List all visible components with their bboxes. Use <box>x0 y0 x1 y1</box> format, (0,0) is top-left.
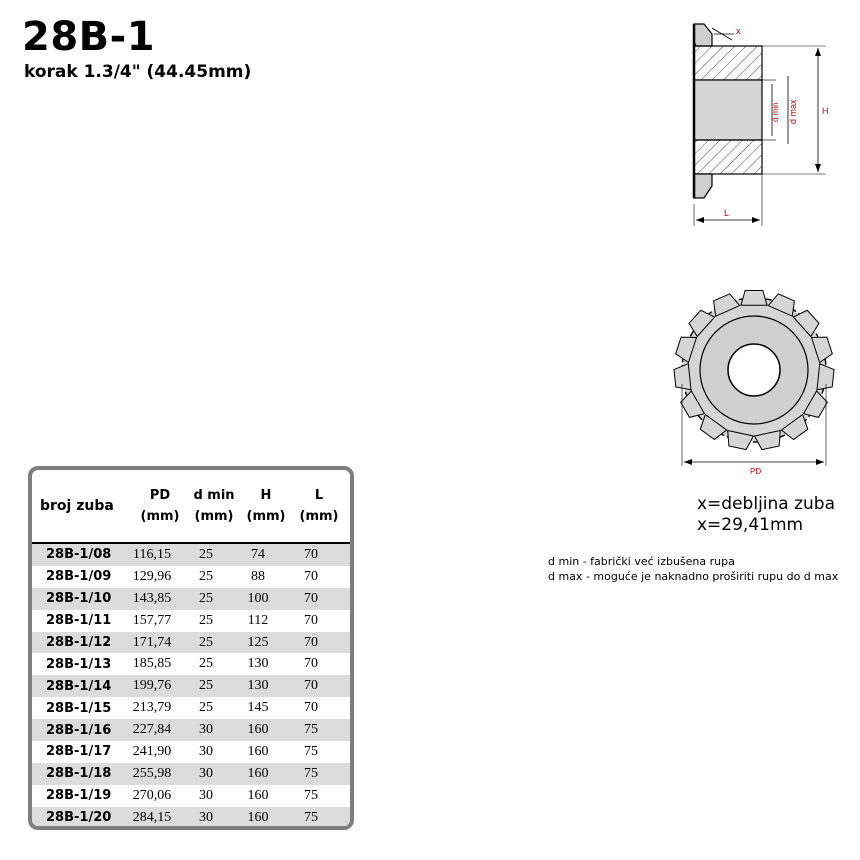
table-body <box>32 544 350 829</box>
table-row <box>32 741 350 763</box>
cell-teeth: 28B-1/19 <box>46 788 112 804</box>
l-dimension-label: L <box>724 208 730 218</box>
cell-dmin: 25 <box>199 656 213 672</box>
bore-circle <box>728 344 780 396</box>
cell-teeth: 28B-1/13 <box>46 656 112 672</box>
header-l <box>292 485 346 527</box>
cell-l: 75 <box>304 787 318 803</box>
table-header-row <box>32 470 350 544</box>
cell-l: 70 <box>304 634 318 650</box>
cell-l: 75 <box>304 722 318 738</box>
table-row <box>32 566 350 588</box>
sprocket-front-view-diagram <box>664 284 844 479</box>
table-row <box>32 544 350 566</box>
hub-lower-section <box>694 140 762 174</box>
cell-l: 70 <box>304 678 318 694</box>
pd-dimension-label: PD <box>750 467 762 476</box>
cell-pd: 227,84 <box>132 722 172 738</box>
cell-h: 88 <box>251 568 265 584</box>
table-row <box>32 675 350 697</box>
table-row <box>32 719 350 741</box>
cell-l: 75 <box>304 765 318 781</box>
cell-h: 145 <box>247 700 269 716</box>
header-dmin-unit: (mm) <box>194 509 234 524</box>
cell-h: 100 <box>247 590 269 606</box>
header-pd <box>132 485 188 527</box>
cell-dmin: 30 <box>199 743 213 759</box>
cell-h: 160 <box>247 722 269 738</box>
cell-h: 112 <box>247 612 269 628</box>
cell-l: 70 <box>304 590 318 606</box>
table-row <box>32 653 350 675</box>
d-max-label: d max <box>788 99 798 124</box>
cell-l: 70 <box>304 568 318 584</box>
cell-h: 160 <box>247 743 269 759</box>
cell-pd: 199,76 <box>132 678 172 694</box>
tooth-thickness-line-2: x=29,41mm <box>697 515 804 535</box>
bore-note <box>548 554 838 584</box>
cell-h: 160 <box>247 809 269 825</box>
cell-teeth: 28B-1/15 <box>46 700 112 716</box>
cell-pd: 284,15 <box>132 809 172 825</box>
cell-pd: 129,96 <box>132 568 172 584</box>
header-pd-unit: (mm) <box>140 509 180 524</box>
hub-upper-section <box>694 46 762 80</box>
cell-l: 70 <box>304 612 318 628</box>
cell-h: 130 <box>247 678 269 694</box>
cell-pd: 171,74 <box>132 634 172 650</box>
cell-h: 160 <box>247 765 269 781</box>
cell-pd: 241,90 <box>132 743 172 759</box>
bore-note-dmax: d max - moguće je naknadno proširiti rupu do d max <box>548 570 839 583</box>
table-row <box>32 807 350 829</box>
bore-note-dmin: d min - fabrički već izbušena rupa <box>548 555 735 568</box>
cell-l: 70 <box>304 546 318 562</box>
cell-teeth: 28B-1/16 <box>46 722 112 738</box>
header-h-unit: (mm) <box>246 509 286 524</box>
cell-pd: 255,98 <box>132 765 172 781</box>
cell-pd: 213,79 <box>132 700 172 716</box>
cell-teeth: 28B-1/10 <box>46 591 112 607</box>
sprocket-tooth <box>817 364 834 390</box>
cell-teeth: 28B-1/18 <box>46 766 112 782</box>
header-l-label: L <box>314 488 324 503</box>
cell-dmin: 25 <box>199 568 213 584</box>
table-row <box>32 632 350 654</box>
cell-l: 70 <box>304 656 318 672</box>
cell-dmin: 25 <box>199 678 213 694</box>
page-title: 28B-1 <box>22 14 156 60</box>
x-dimension-label: x <box>736 26 741 36</box>
cell-dmin: 30 <box>199 722 213 738</box>
cell-dmin: 30 <box>199 787 213 803</box>
cell-pd: 157,77 <box>132 612 172 628</box>
cell-l: 75 <box>304 809 318 825</box>
cell-h: 125 <box>247 634 269 650</box>
cell-pd: 185,85 <box>132 656 172 672</box>
page-subtitle: korak 1.3/4" (44.45mm) <box>24 62 252 82</box>
d-min-label: d min <box>771 102 780 122</box>
table-row <box>32 588 350 610</box>
cell-h: 160 <box>247 787 269 803</box>
cell-pd: 143,85 <box>132 590 172 606</box>
tooth-top-shape <box>694 24 712 46</box>
tooth-thickness-note <box>697 494 835 536</box>
sprocket-side-view-diagram <box>676 14 836 234</box>
cell-dmin: 30 <box>199 809 213 825</box>
cell-dmin: 25 <box>199 700 213 716</box>
cell-teeth: 28B-1/11 <box>46 613 112 629</box>
cell-teeth: 28B-1/17 <box>46 744 112 760</box>
header-dmin <box>188 485 240 527</box>
cell-dmin: 25 <box>199 612 213 628</box>
table-row <box>32 763 350 785</box>
table-row <box>32 697 350 719</box>
cell-teeth: 28B-1/08 <box>46 547 112 563</box>
cell-pd: 116,15 <box>133 546 171 562</box>
cell-teeth: 28B-1/14 <box>46 678 112 694</box>
cell-teeth: 28B-1/12 <box>46 635 112 650</box>
cell-dmin: 25 <box>199 546 213 562</box>
cell-h: 74 <box>251 546 265 562</box>
cell-dmin: 25 <box>199 634 213 650</box>
h-dimension-label: H <box>822 106 829 116</box>
header-teeth: broj zuba <box>40 497 114 514</box>
cell-teeth: 28B-1/09 <box>46 569 112 585</box>
header-h <box>240 485 292 527</box>
tooth-bottom-shape <box>694 174 712 198</box>
cell-h: 130 <box>247 656 269 672</box>
cell-dmin: 25 <box>199 590 213 606</box>
bore-section <box>694 80 762 140</box>
header-h-label: H <box>260 488 272 503</box>
table-row <box>32 610 350 632</box>
header-pd-label: PD <box>149 488 171 503</box>
sprocket-tooth <box>674 364 691 390</box>
table-row <box>32 785 350 807</box>
header-dmin-label: d min <box>193 488 235 503</box>
header-l-unit: (mm) <box>299 509 339 524</box>
cell-dmin: 30 <box>199 765 213 781</box>
cell-l: 75 <box>304 743 318 759</box>
cell-teeth: 28B-1/20 <box>46 810 112 826</box>
cell-pd: 270,06 <box>132 787 172 803</box>
tooth-thickness-line-1: x=debljina zuba <box>697 494 836 514</box>
sprocket-tooth <box>741 291 767 306</box>
cell-l: 70 <box>304 700 318 716</box>
sprocket-spec-table <box>28 466 354 830</box>
